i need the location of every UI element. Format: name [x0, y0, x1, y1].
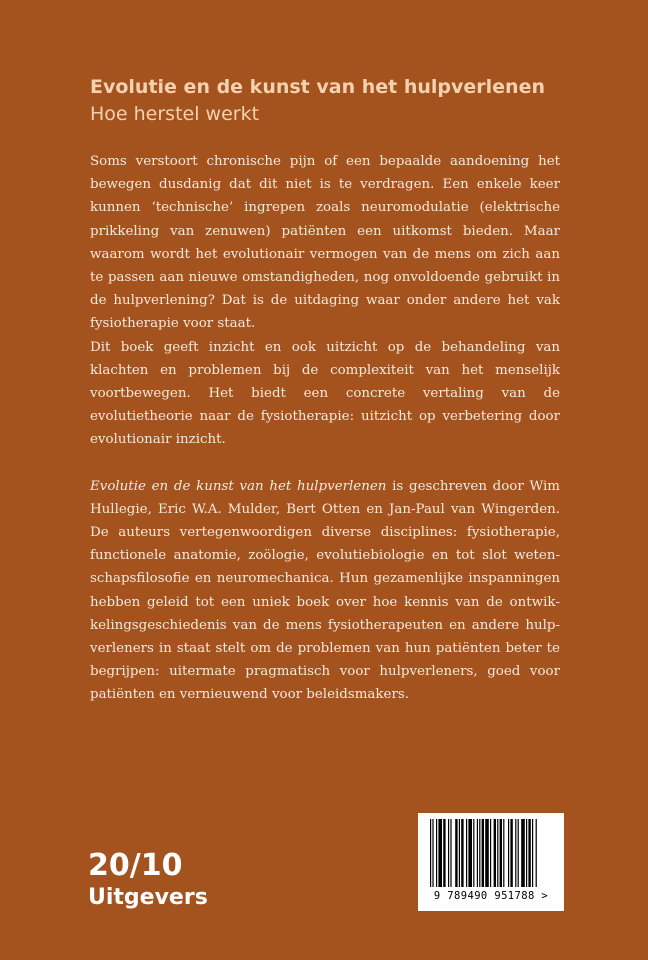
book-subtitle: Hoe herstel werkt [90, 103, 260, 125]
barcode-bar [497, 819, 498, 887]
barcode-bar [455, 819, 457, 887]
barcode-bar [532, 819, 533, 887]
blurb-paragraph-1: Soms verstoort chronische pijn of een bepaalde aandoening het bewegen dusdanig dat dit niet is te verdragen. Een enkele keer kunnen ‘technische’ ingrepen zoals neuromodulatie (elektrische prikkeling van zenuwen) patiënten een uitkomst bieden. Maar waarom wordt het evolutionair vermogen van de mens om zich aan te passen aan nieuwe omstandigheden, nog onvoldoende gebruikt in de hulpverlening? Dat is de uitdaging waar onder andere het vak fysiotherapie voor staat. [90, 154, 560, 332]
barcode-bar [461, 819, 463, 887]
publisher-logo-name: Uitgevers [88, 885, 208, 910]
barcode-bars [418, 813, 564, 893]
barcode [418, 813, 564, 911]
barcode-bar [473, 819, 474, 887]
barcode-bar [482, 819, 484, 887]
barcode-bar [443, 819, 445, 887]
barcode-bar [450, 819, 451, 887]
barcode-bar [521, 819, 525, 887]
barcode-bar [508, 819, 509, 887]
barcode-bar [485, 819, 489, 887]
barcode-bar [436, 819, 437, 887]
barcode-bar [536, 819, 537, 887]
blurb-text [90, 150, 560, 707]
barcode-bar [494, 819, 496, 887]
barcode-bar [528, 819, 530, 887]
barcode-bar [430, 819, 431, 887]
blurb-paragraph-3 [90, 475, 560, 707]
barcode-bar [432, 819, 433, 887]
barcode-bar [510, 819, 512, 887]
book-title: Evolutie en de kunst van het hulpverlenen [90, 76, 545, 98]
barcode-bar [503, 819, 504, 887]
barcode-bar [518, 819, 519, 887]
barcode-bar [438, 819, 442, 887]
blurb-paragraph-3-text: is geschreven door Wim Hullegie, Eric W.A. Mulder, Bert Otten en Jan-Paul van Wingerden. De auteurs vertegenwoordigen diverse disciplines: fysiotherapie, functionele anatomie, zoölogie, evolutiebiologie en tot slot wetenschapsfilosofie en neuromechanica. Hun gezamenlijke inspanningen hebben geleid tot een uniek boek over hoe kennis van de ontwikkelingsgeschiedenis van de mens fysiotherapeuten en andere hulpverleners in staat stelt om de problemen van hun patiënten beter te begrijpen: uitermate pragmatisch voor hulpverleners, goed voor patiënten en vernieuwend voor beleidsmakers. [90, 478, 561, 703]
publisher-logo-number: 20/10 [88, 848, 183, 883]
barcode-bar [526, 819, 527, 887]
barcode-bar [515, 819, 516, 887]
barcode-digits: 9 789490 951788 > [433, 890, 549, 902]
barcode-bar [459, 819, 460, 887]
blurb-paragraph-2: Dit boek geeft inzicht en ook uitzicht op de behandeling van klachten en problemen bij de complexiteit van het menselijk voortbewegen. Het biedt een concrete vertaling van de evolutietheorie naar de fysiotherapie: uitzicht op verbetering door evolutionair inzicht. [90, 339, 560, 448]
barcode-bar [448, 819, 449, 887]
barcode-bar [500, 819, 502, 887]
barcode-bar [468, 819, 472, 887]
barcode-bar [477, 819, 478, 887]
barcode-bar [490, 819, 491, 887]
barcode-bar [479, 819, 480, 887]
blurb-book-title-italic: Evolutie en de kunst van het hulpverlenen [90, 478, 387, 494]
barcode-bar [466, 819, 467, 887]
